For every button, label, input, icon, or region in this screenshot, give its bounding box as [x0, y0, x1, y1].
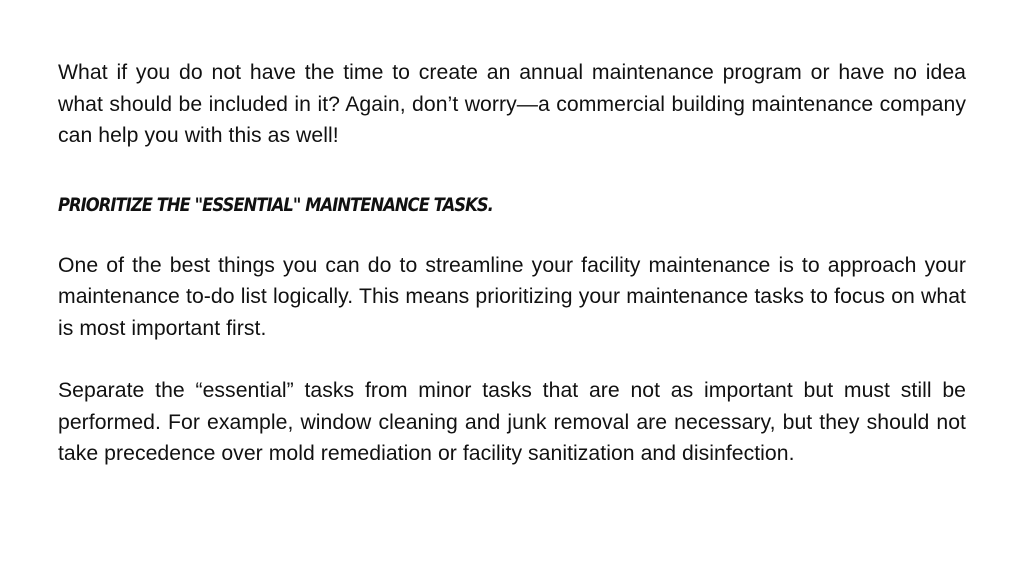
section-heading: PRIORITIZE THE "ESSENTIAL" MAINTENANCE TASKS. — [58, 193, 493, 216]
paragraph-annual-program: What if you do not have the time to create an annual maintenance program or have no idea what should be included in it? Again, don’t worry—a commercial building maintenance company can help you with this as well! — [58, 61, 966, 147]
paragraph-separate-tasks: Separate the “essential” tasks from minor tasks that are not as important but must still be performed. For example, window cleaning and junk removal are necessary, but they should not take precedence over mold remediation or facility sanitization and disinfection. — [58, 379, 966, 465]
paragraph-streamline: One of the best things you can do to streamline your facility maintenance is to approach your maintenance to-do list logically. This means prioritizing your maintenance tasks to focus on what is most important first. — [58, 253, 966, 340]
